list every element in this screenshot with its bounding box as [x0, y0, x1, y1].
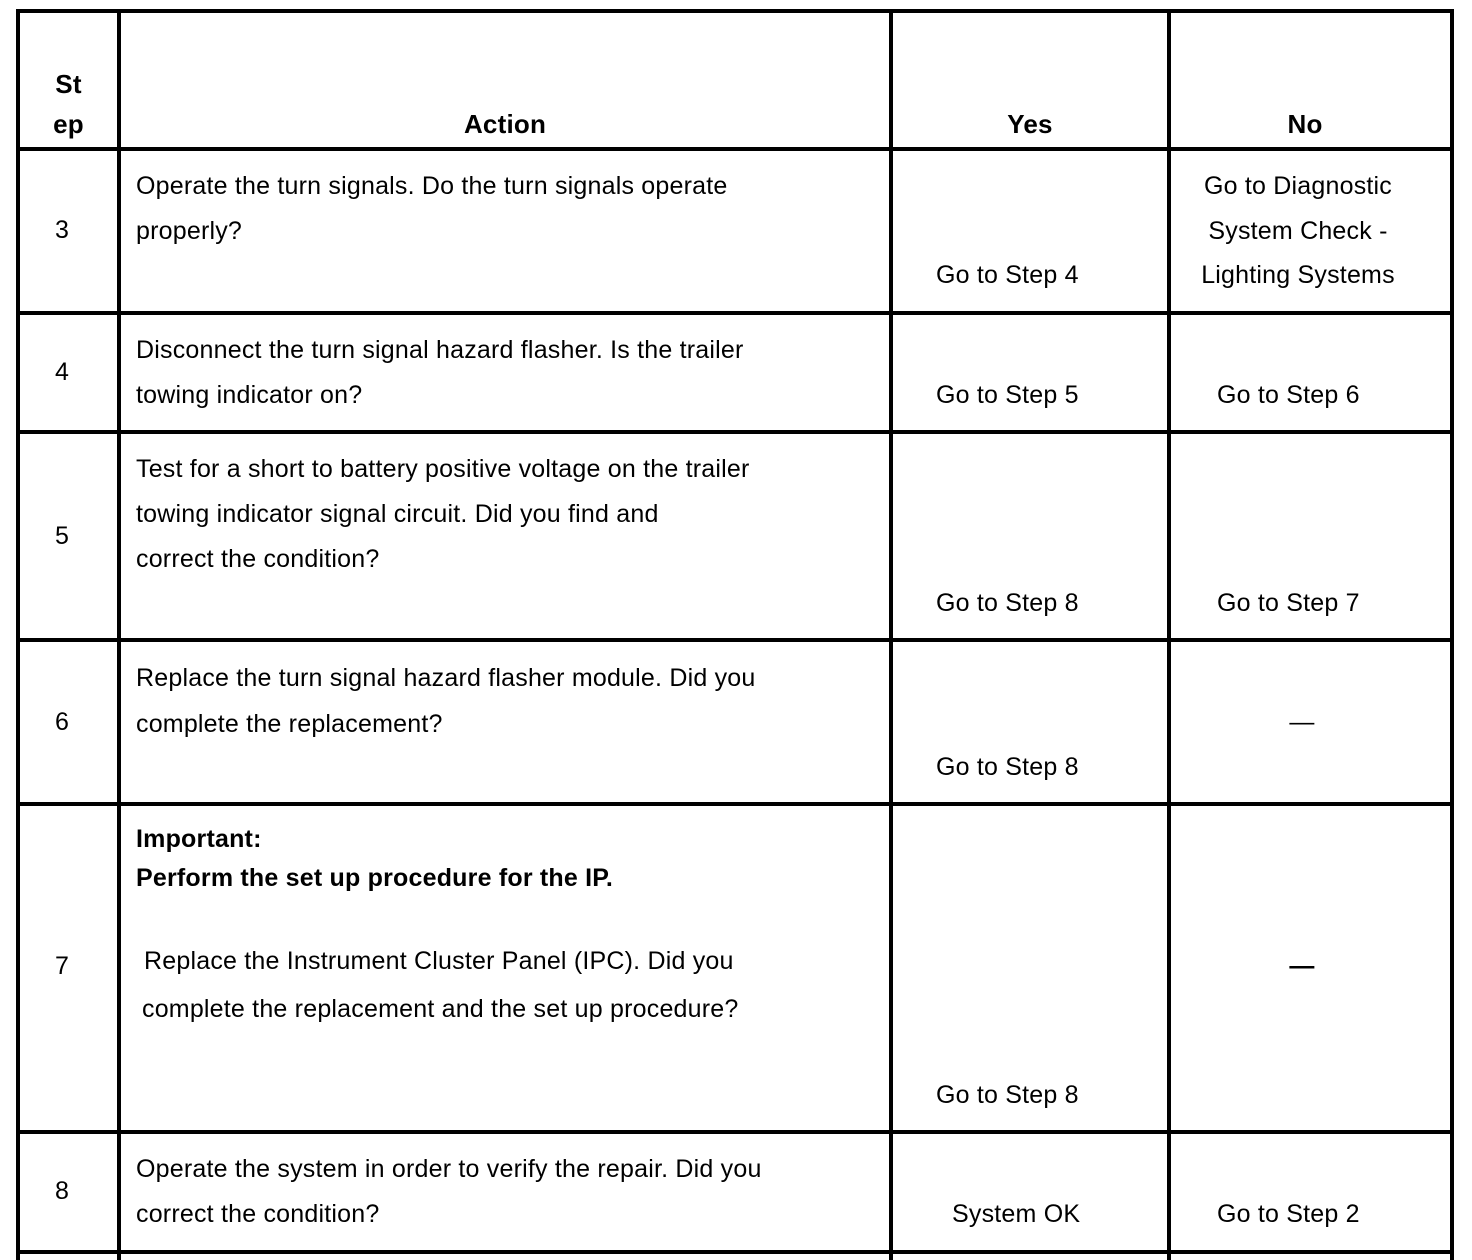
header-step-line1: St	[55, 69, 82, 99]
action-text: Operate the system in order to verify the repair. Did you	[136, 1155, 762, 1183]
action-text: properly?	[136, 217, 243, 245]
no-result: System Check -	[1208, 217, 1388, 245]
step-number: 7	[54, 952, 70, 980]
action-text: correct the condition?	[136, 1200, 380, 1228]
no-result: Lighting Systems	[1201, 261, 1395, 289]
column-divider	[117, 9, 121, 1260]
header-action: Action	[463, 109, 547, 139]
action-text: Disconnect the turn signal hazard flasher. Is the trailer	[136, 336, 744, 364]
action-text: complete the replacement and the set up procedure?	[142, 995, 739, 1023]
action-text: towing indicator on?	[136, 381, 363, 409]
action-text: Replace the Instrument Cluster Panel (IPC). Did you	[144, 947, 734, 975]
step-number: 8	[54, 1177, 70, 1205]
yes-result: Go to Step 8	[936, 589, 1079, 617]
step-number: 4	[54, 358, 70, 386]
row-divider	[16, 638, 1454, 642]
row-divider	[16, 147, 1454, 151]
row-divider	[16, 311, 1454, 315]
no-result: Go to Step 2	[1217, 1200, 1360, 1228]
header-no: No	[1287, 109, 1323, 139]
row-divider	[16, 1250, 1454, 1254]
important-text: Perform the set up procedure for the IP.	[136, 864, 614, 892]
no-result: —	[1289, 708, 1315, 736]
column-divider	[889, 9, 893, 1260]
header-yes: Yes	[1007, 109, 1053, 139]
row-divider	[16, 1130, 1454, 1134]
no-result: Go to Step 7	[1217, 589, 1360, 617]
step-number: 6	[54, 708, 70, 736]
yes-result: Go to Step 8	[936, 753, 1079, 781]
action-text: towing indicator signal circuit. Did you find and	[136, 500, 659, 528]
action-text: Replace the turn signal hazard flasher module. Did you	[136, 664, 756, 692]
yes-result: Go to Step 4	[936, 261, 1079, 289]
action-text: complete the replacement?	[136, 710, 443, 738]
step-number: 3	[54, 216, 70, 244]
step-number: 5	[54, 522, 70, 550]
no-result: Go to Step 6	[1217, 381, 1360, 409]
no-result: —	[1289, 952, 1315, 980]
important-label: Important:	[136, 825, 262, 853]
no-result: Go to Diagnostic	[1203, 172, 1392, 200]
yes-result: System OK	[952, 1200, 1081, 1228]
row-divider	[16, 430, 1454, 434]
row-divider	[16, 802, 1454, 806]
yes-result: Go to Step 5	[936, 381, 1079, 409]
action-text: Operate the turn signals. Do the turn signals operate	[136, 172, 728, 200]
header-step-line2: ep	[53, 109, 84, 139]
action-text: Test for a short to battery positive voltage on the trailer	[136, 455, 750, 483]
action-text: correct the condition?	[136, 545, 380, 573]
yes-result: Go to Step 8	[936, 1081, 1079, 1109]
